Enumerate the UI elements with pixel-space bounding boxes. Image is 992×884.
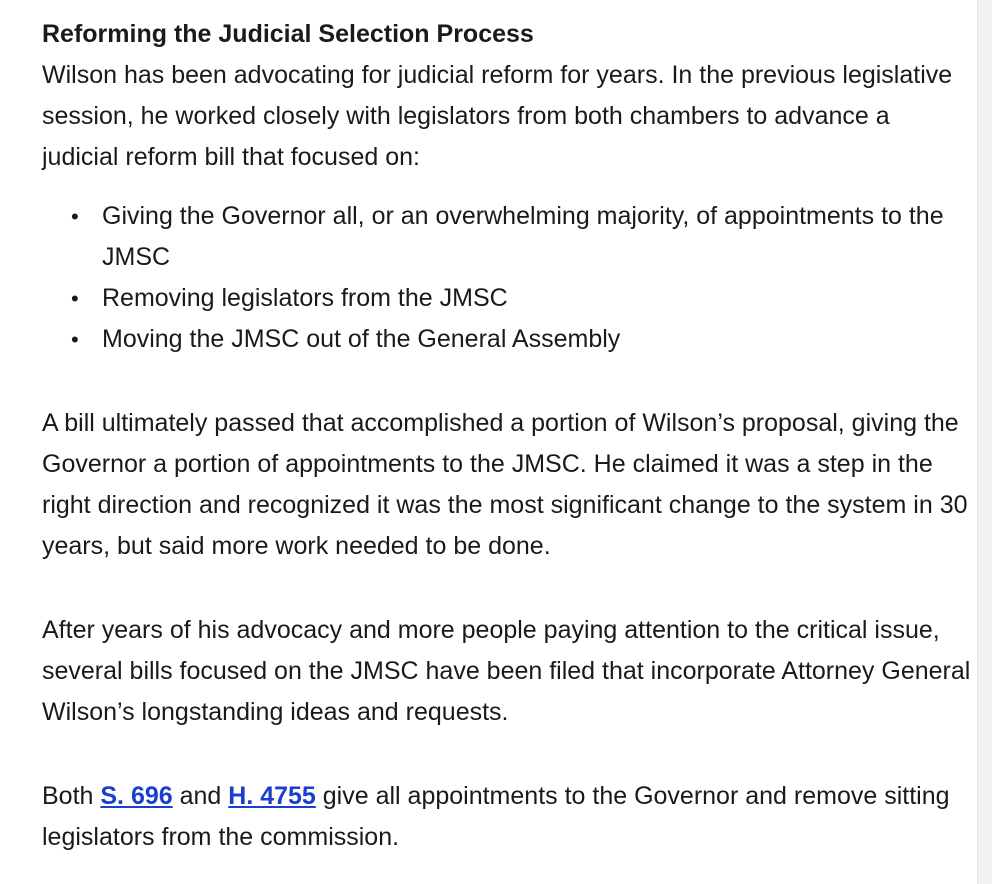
- spacer: [42, 360, 972, 403]
- bills-prefix: Both: [42, 782, 101, 810]
- list-item-text: Moving the JMSC out of the General Assembly: [102, 325, 621, 353]
- list-item: [71, 278, 972, 319]
- bills-suffix: give all appointments to the Governor and remove sitting legislators from the commission.: [42, 782, 950, 851]
- article-content: [42, 14, 972, 858]
- bullet-icon: •: [71, 327, 79, 352]
- spacer: [42, 567, 972, 610]
- bills-paragraph: [42, 776, 972, 858]
- h-4755-link[interactable]: H. 4755: [228, 782, 316, 810]
- list-item: [71, 319, 972, 360]
- bullet-icon: •: [71, 204, 79, 229]
- list-item: [71, 196, 972, 278]
- bill-passed-paragraph: A bill ultimately passed that accomplished a portion of Wilson’s proposal, giving the Governor a portion of appointments to the JMSC. He claimed it was a step in the right direction and recognized it was the most significant change to the system in 30 years, but said more work needed to be done.: [42, 409, 968, 560]
- s-696-link[interactable]: S. 696: [100, 782, 173, 810]
- right-scroll-edge: [977, 0, 992, 884]
- spacer: [42, 733, 972, 776]
- reform-bullet-list: [42, 196, 972, 360]
- bullet-icon: •: [71, 286, 79, 311]
- intro-paragraph: Wilson has been advocating for judicial reform for years. In the previous legislative session, he worked closely with legislators from both chambers to advance a judicial reform bill that focused on:: [42, 61, 953, 171]
- list-item-text: Giving the Governor all, or an overwhelming majority, of appointments to the JMSC: [102, 202, 944, 271]
- bills-middle: and: [172, 782, 229, 810]
- list-item-text: Removing legislators from the JMSC: [102, 284, 508, 312]
- advocacy-paragraph: After years of his advocacy and more people paying attention to the critical issue, several bills focused on the JMSC have been filed that incorporate Attorney General Wilson’s longstanding ideas and requests.: [42, 616, 971, 726]
- section-heading: Reforming the Judicial Selection Process: [42, 20, 534, 48]
